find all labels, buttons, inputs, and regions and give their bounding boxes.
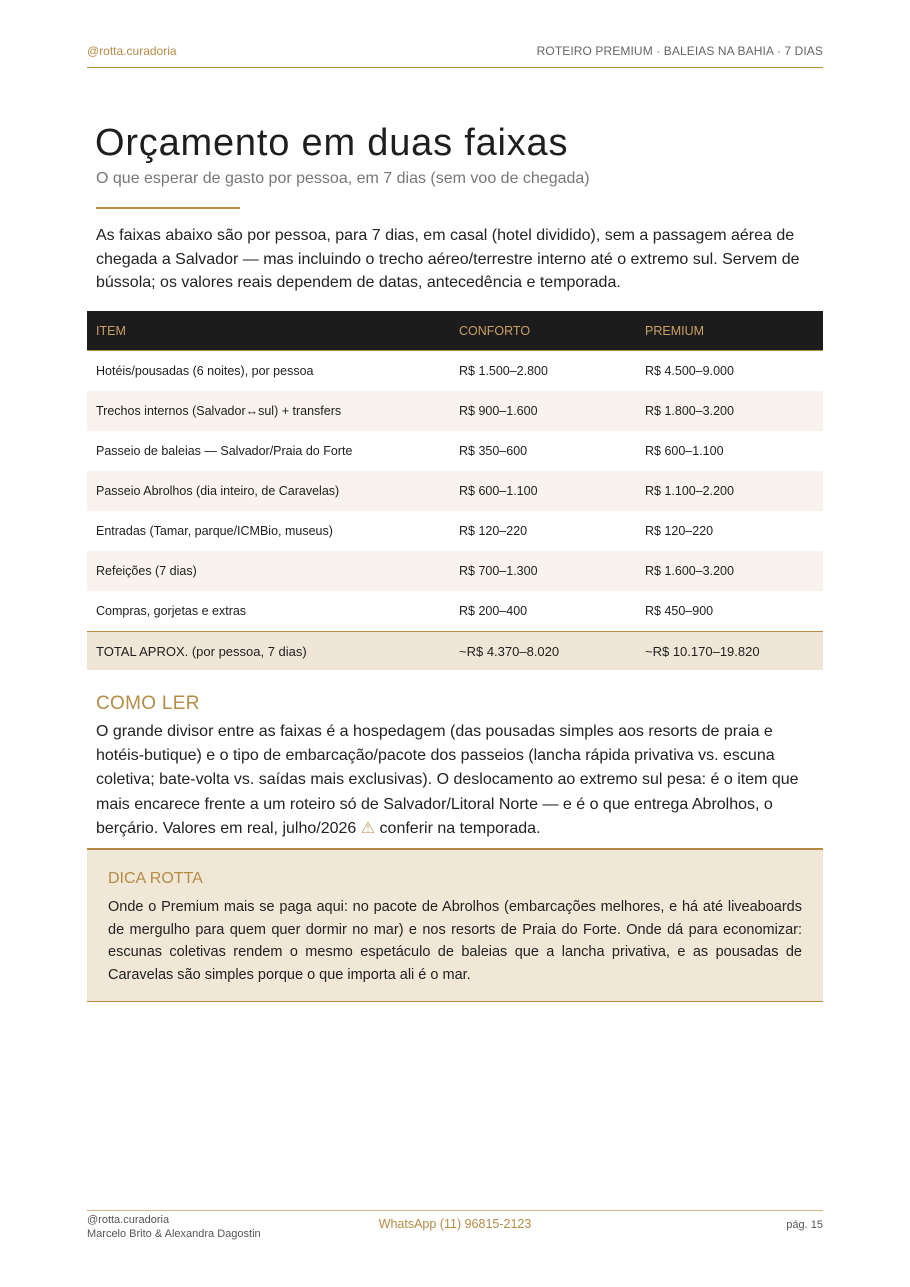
footer-handle: @rotta.curadoria [87,1214,170,1226]
table-row [87,391,823,431]
cell-item: Refeições (7 dias) [87,551,450,591]
cell-conforto: R$ 120–220 [459,524,528,538]
warning-icon: ⚠ [360,819,376,837]
cell-conforto: R$ 1.500–2.800 [459,364,548,378]
how-to-read-body [96,720,820,841]
page-footer [87,1210,823,1245]
header-doc-title: ROTEIRO PREMIUM · BALEIAS NA BAHIA · 7 DIAS [536,44,823,58]
cell-premium: R$ 4.500–9.000 [645,364,734,378]
cell-conforto: R$ 700–1.300 [450,551,636,591]
cell-total-label: TOTAL APROX. (por pessoa, 7 dias) [87,632,450,671]
table-row [87,591,823,632]
table-row [87,431,823,471]
cell-premium: R$ 120–220 [645,524,714,538]
table-row [87,351,823,392]
how-to-read-title: COMO LER [96,693,200,714]
cell-conforto: R$ 200–400 [459,604,528,618]
page-subtitle: O que esperar de gasto por pessoa, em 7 dias (sem voo de chegada) [96,170,590,187]
how-to-read-text: O grande divisor entre as faixas é a hospedagem (das pousadas simples aos resorts de praia e hotéis-butique) e o tipo de embarcação/pacote dos passeios (lancha rápida privativa vs. escuna coletiva; bate-volta vs. saídas mais exclusivas). O deslocamento ao extremo sul pesa: é o item que mais encarece frente a um roteiro só de Salvador/Litoral Norte — e é o que entrega Abrolhos, o berçário. Valores em real, julho/2026 [96,723,799,837]
cell-premium: R$ 1.600–3.200 [636,551,823,591]
table-row [87,511,823,551]
page-title: Orçamento em duas faixas [95,122,569,164]
column-header-conforto: CONFORTO [450,311,636,351]
cell-item: Trechos internos (Salvador↔sul) + transfers [87,391,450,431]
cell-premium: R$ 600–1.100 [645,444,724,458]
footer-whatsapp: WhatsApp (11) 96815-2123 [378,1217,532,1231]
column-header-premium: PREMIUM [636,311,823,351]
cell-item: Compras, gorjetas e extras [96,604,247,618]
cell-premium: R$ 1.800–3.200 [636,391,823,431]
table-header-row [87,311,823,351]
tip-box [87,848,823,1002]
cell-item: Entradas (Tamar, parque/ICMBio, museus) [96,524,333,538]
cell-item: Hotéis/pousadas (6 noites), por pessoa [96,364,314,378]
cell-item: Passeio Abrolhos (dia inteiro, de Caravelas) [87,471,450,511]
column-header-item: ITEM [87,311,450,351]
cell-premium: R$ 450–900 [645,604,714,618]
how-to-read-text-end: conferir na temporada. [379,819,541,837]
cell-total-conforto: ~R$ 4.370–8.020 [450,632,636,671]
tip-body: Onde o Premium mais se paga aqui: no pacote de Abrolhos (embarcações melhores, e há até liveaboards de mergulho para quem quer dormir no mar) e nos resorts de Praia do Forte. Onde dá para economizar: escunas coletivas rendem o mesmo espetáculo de baleias que a lancha privativa, e as pousadas de Caravelas são simples porque o que importa ali é o mar. [108,899,802,983]
page-header [87,44,823,68]
intro-paragraph: As faixas abaixo são por pessoa, para 7 dias, em casal (hotel dividido), sem a passagem aérea de chegada a Salvador — mas incluindo o trecho aéreo/terrestre interno até o extremo sul. Servem de bússola; os valores reais dependem de datas, antecedência e temporada. [96,227,800,291]
table-row [87,551,823,591]
table-total-row [87,632,823,671]
table-row [87,471,823,511]
footer-authors: Marcelo Brito & Alexandra Dagostin [87,1228,261,1240]
cell-conforto: R$ 600–1.100 [450,471,636,511]
cell-premium: R$ 1.100–2.200 [636,471,823,511]
cell-conforto: R$ 350–600 [459,444,528,458]
header-handle: @rotta.curadoria [87,44,177,58]
cell-conforto: R$ 900–1.600 [450,391,636,431]
cell-item: Passeio de baleias — Salvador/Praia do Forte [96,444,353,458]
page-number: pág. 15 [786,1219,823,1231]
budget-table [87,311,823,670]
title-divider [96,207,240,209]
tip-title: DICA ROTTA [108,870,203,887]
cell-total-premium: ~R$ 10.170–19.820 [636,632,823,671]
